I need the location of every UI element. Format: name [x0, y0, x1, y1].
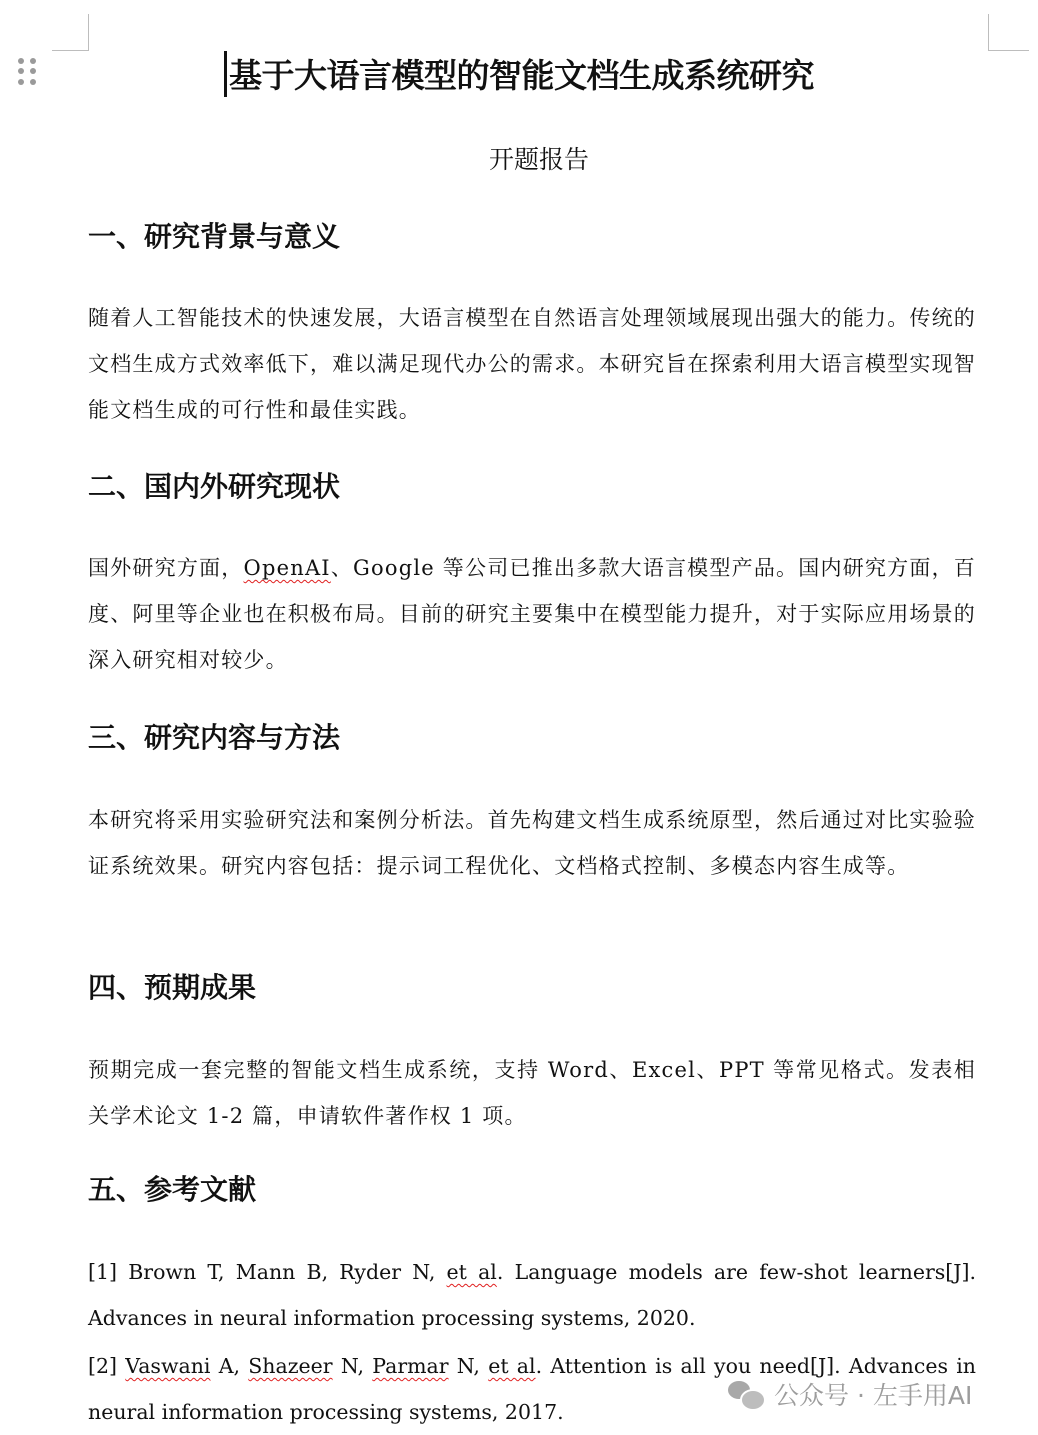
spellcheck-flagged-word[interactable]: Vaswani — [125, 1354, 211, 1378]
section-body-3: 本研究将采用实验研究法和案例分析法。首先构建文档生成系统原型，然后通过对比实验验证系统效果。研究内容包括：提示词工程优化、文档格式控制、多模态内容生成等。 — [88, 808, 976, 878]
section-heading-4: 四、预期成果 — [88, 971, 257, 1004]
margin-corner-top-left — [52, 14, 89, 51]
watermark — [728, 1376, 972, 1412]
ref-text: . Language models are few-shot learners[J]. Advances in neural information processing systems, 2020. — [88, 1260, 977, 1330]
ref-text: N, — [332, 1354, 373, 1378]
document-title[interactable] — [0, 50, 1038, 97]
section-body-4: 预期完成一套完整的智能文档生成系统，支持 Word、Excel、PPT 等常见格式。发表相关学术论文 1-2 篇，申请软件著作权 1 项。 — [88, 1058, 976, 1128]
ref-text: A, — [210, 1354, 249, 1378]
spellcheck-flagged-word[interactable]: Shazeer — [248, 1354, 333, 1378]
watermark-text: 公众号 · 左手用AI — [774, 1381, 973, 1410]
spellcheck-flagged-word[interactable]: Parmar — [372, 1354, 449, 1378]
ref-text: N, — [448, 1354, 489, 1378]
wechat-icon — [728, 1379, 764, 1409]
section-heading-3: 三、研究内容与方法 — [88, 721, 341, 754]
section-heading-5: 五、参考文献 — [88, 1173, 257, 1206]
body-text: 、Google 等公司已推出多款大语言模型产品。国内研究方面，百度、阿里等企业也在积极布局。目前的研究主要集中在模型能力提升，对于实际应用场景的深入研究相对较少。 — [88, 556, 976, 672]
ref-text: [2] — [88, 1354, 126, 1378]
ref-text: . Attention is all you need[J]. Advances in neural information processing systems, 2017. — [88, 1354, 976, 1424]
section-body-1: 随着人工智能技术的快速发展，大语言模型在自然语言处理领域展现出强大的能力。传统的文档生成方式效率低下，难以满足现代办公的需求。本研究旨在探索利用大语言模型实现智能文档生成的可行性和最佳实践。 — [88, 306, 976, 422]
ref-text: [1] Brown T, Mann B, Ryder N, — [88, 1260, 447, 1284]
section-body-2 — [88, 545, 976, 683]
spellcheck-flagged-word[interactable]: OpenAI — [243, 556, 331, 580]
body-text: 国外研究方面， — [88, 556, 244, 580]
spellcheck-flagged-word[interactable]: et al — [488, 1354, 536, 1378]
title-text: 基于大语言模型的智能文档生成系统研究 — [229, 56, 814, 95]
text-cursor — [224, 51, 227, 97]
reference-1 — [88, 1249, 976, 1341]
section-heading-2: 二、国内外研究现状 — [88, 470, 341, 503]
spellcheck-flagged-word[interactable]: et al — [446, 1260, 497, 1284]
section-heading-1: 一、研究背景与意义 — [88, 220, 341, 253]
document-subtitle: 开题报告 — [488, 145, 589, 174]
margin-corner-top-right — [988, 14, 1029, 51]
